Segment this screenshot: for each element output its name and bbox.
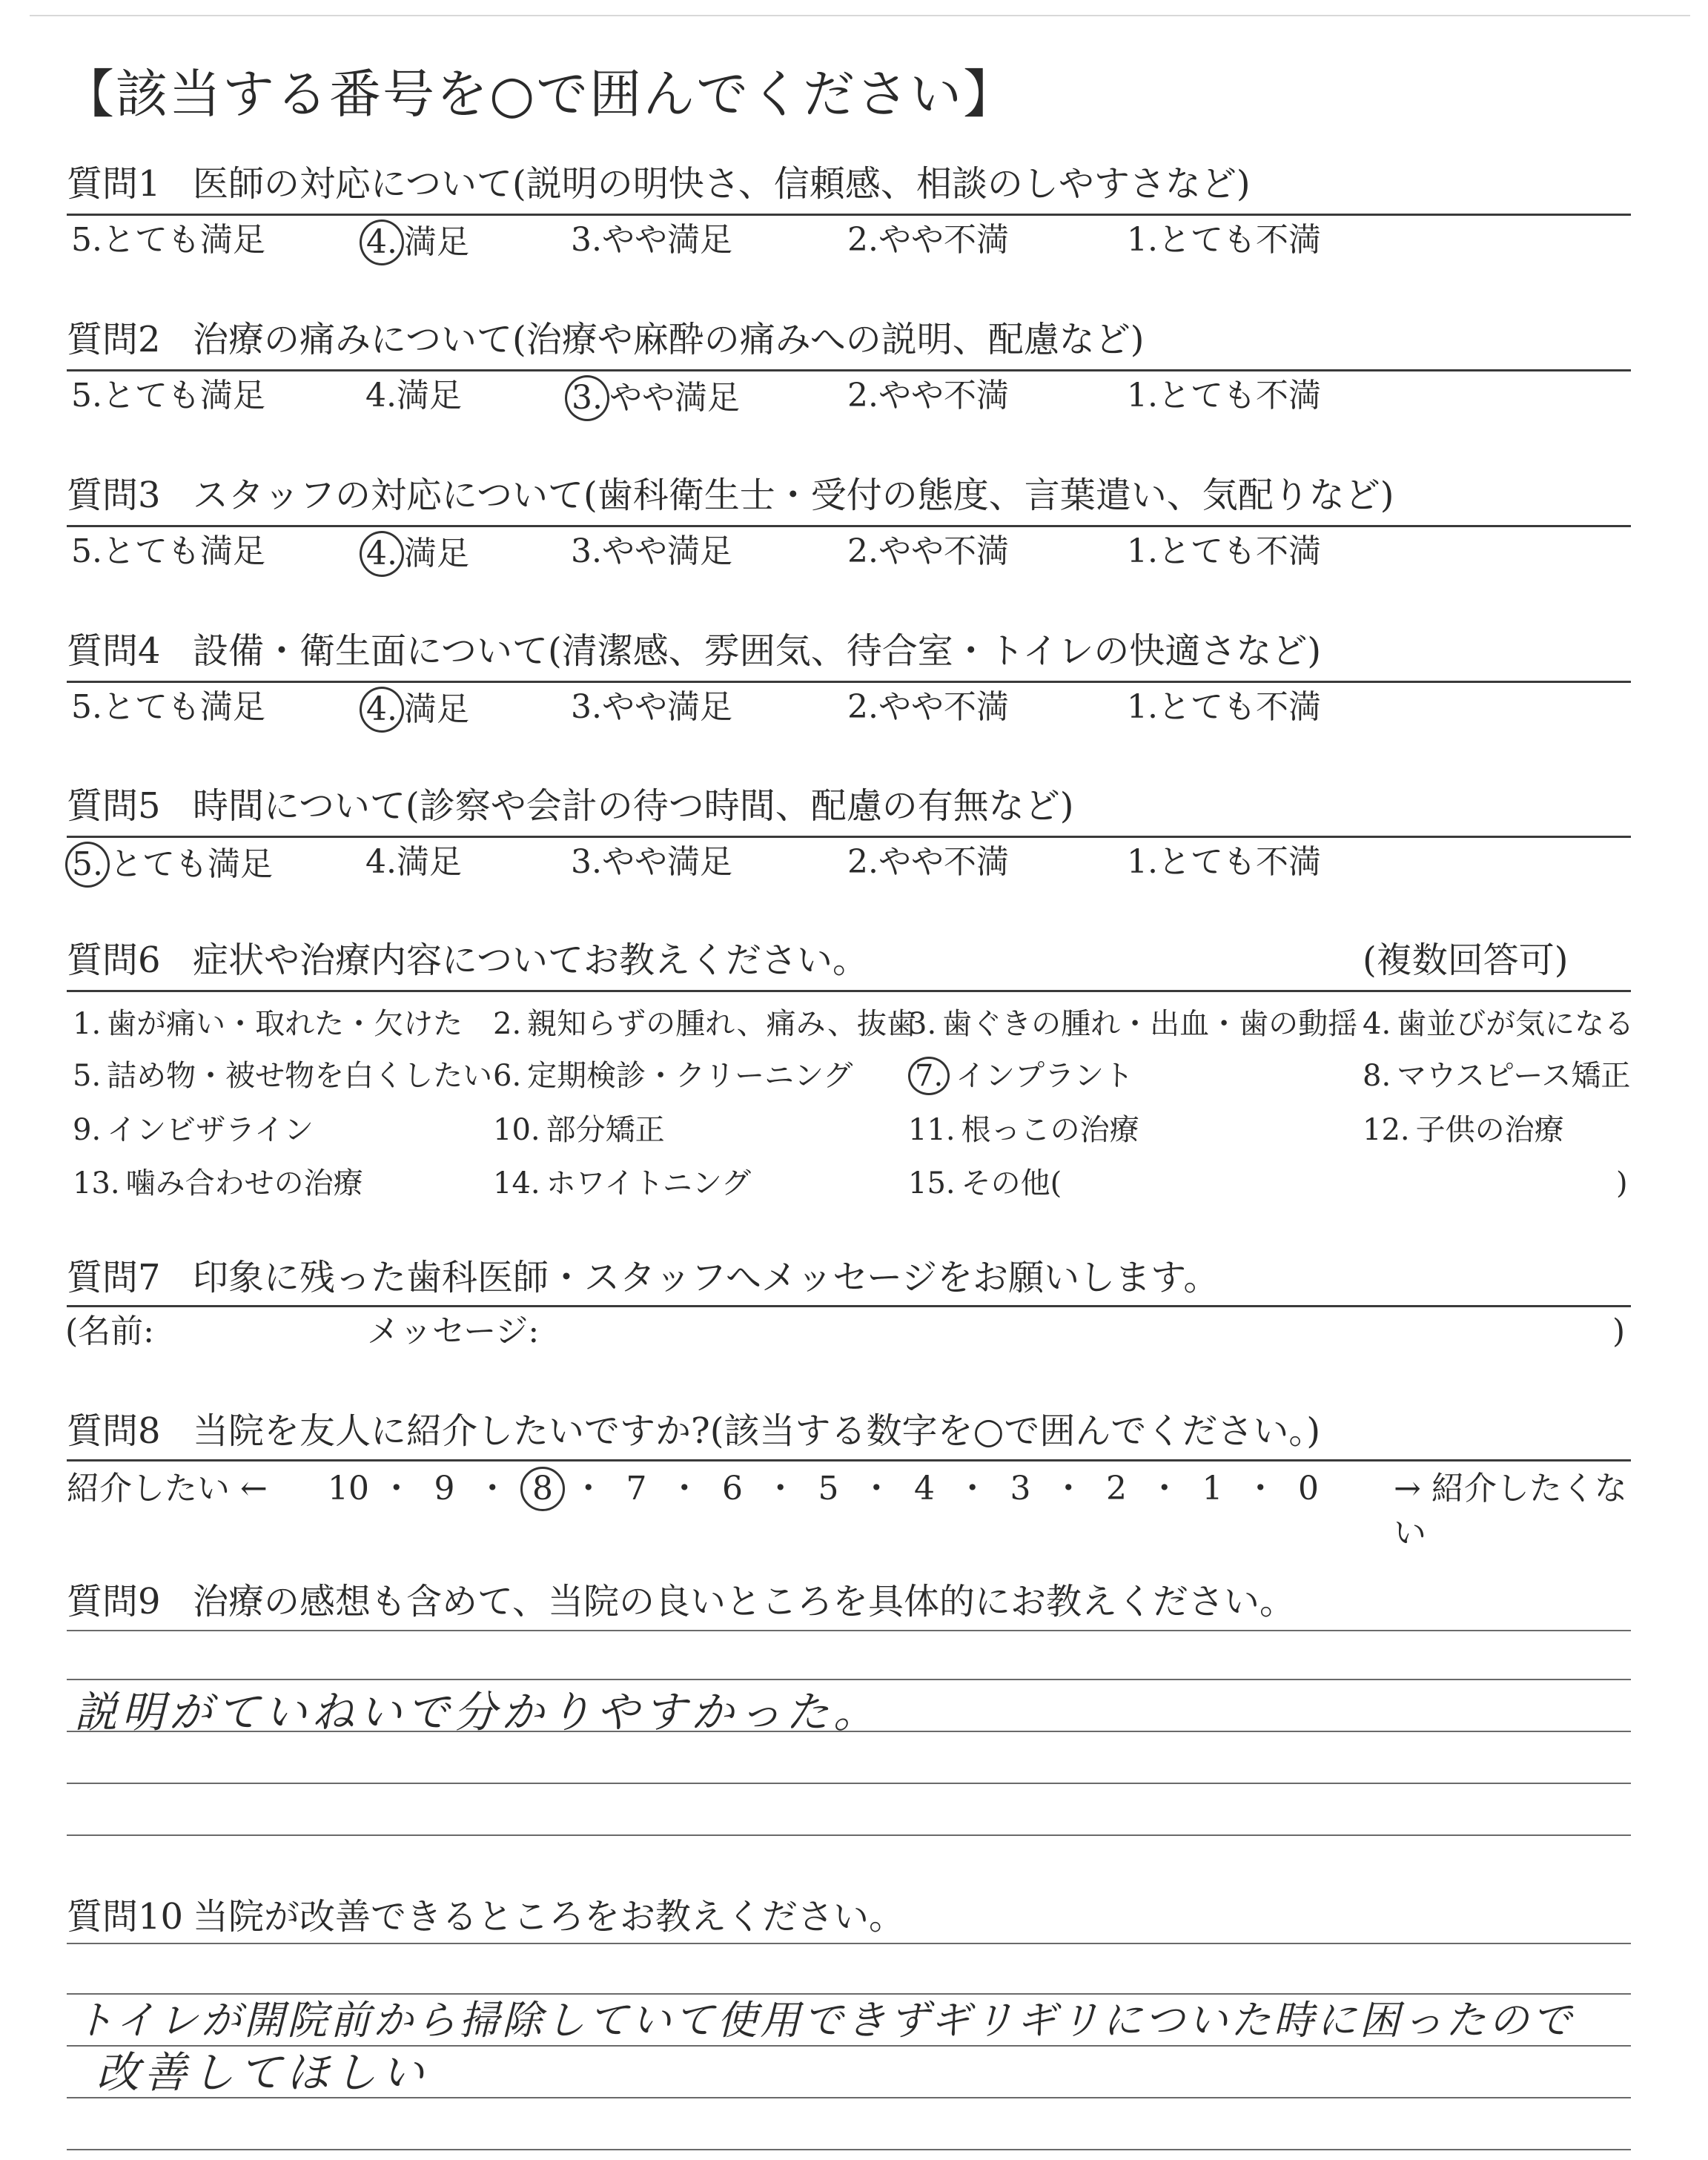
question-number: 質問4 bbox=[67, 630, 161, 672]
rating-option[interactable] bbox=[571, 375, 740, 421]
option-label: 部分矯正 bbox=[546, 1113, 665, 1147]
question-8-rule bbox=[67, 1459, 1631, 1462]
message-field-label[interactable]: メッセージ: bbox=[367, 1312, 540, 1350]
option-label: やや不満 bbox=[878, 843, 1009, 881]
rating-option[interactable] bbox=[365, 842, 462, 883]
option-label: とても満足 bbox=[102, 532, 265, 570]
question-1-rule bbox=[67, 214, 1631, 216]
answer-line bbox=[67, 1783, 1631, 1784]
scale-separator: ・ bbox=[572, 1470, 605, 1507]
option-label: 歯が痛い・取れた・欠けた bbox=[107, 1007, 463, 1041]
selected-option-circle: 4. bbox=[360, 531, 404, 577]
option-label: とても不満 bbox=[1157, 843, 1321, 881]
option-label: ) bbox=[1616, 1166, 1628, 1200]
option-label: 満足 bbox=[403, 535, 469, 572]
question-4-title bbox=[67, 629, 1321, 673]
question-text: 時間について(診察や会計の待つ時間、配慮の有無など) bbox=[193, 785, 1074, 827]
option-number: 1. bbox=[1127, 843, 1158, 881]
question-number: 質問2 bbox=[67, 319, 161, 360]
question-3-title bbox=[67, 473, 1394, 518]
question-text: 設備・衛生面について(清潔感、雰囲気、待合室・トイレの快適さなど) bbox=[193, 630, 1322, 672]
form-instructions-heading: 【該当する番号を○で囲んでください】 bbox=[62, 64, 1017, 125]
option-label: やや満足 bbox=[601, 221, 732, 259]
selected-scale-circle[interactable]: 8 bbox=[520, 1467, 565, 1511]
question-7-title bbox=[67, 1255, 1219, 1300]
option-label: 歯ぐきの腫れ・出血・歯の動揺 bbox=[942, 1007, 1358, 1041]
scale-number[interactable]: 10 bbox=[328, 1470, 369, 1507]
scale-number[interactable]: 6 bbox=[722, 1470, 743, 1507]
rating-option[interactable] bbox=[365, 687, 469, 733]
answer-line bbox=[67, 1834, 1631, 1836]
question-number: 質問8 bbox=[67, 1410, 161, 1452]
selected-option-circle: 7. bbox=[908, 1057, 950, 1095]
option-number: 2. bbox=[493, 1007, 522, 1041]
scale-right-label: → 紹介したくない bbox=[1394, 1470, 1627, 1552]
scale-number[interactable]: 9 bbox=[434, 1470, 455, 1507]
question-9-handwritten-answer[interactable]: 説明がていねいで分かりやすかった。 bbox=[74, 1687, 881, 1737]
option-number: 13. bbox=[73, 1166, 120, 1200]
question-number: 質問9 bbox=[67, 1581, 161, 1622]
option-number: 1. bbox=[73, 1007, 102, 1041]
option-number: 8. bbox=[1363, 1059, 1391, 1093]
symptom-option[interactable] bbox=[73, 1164, 363, 1203]
selected-option-circle: 3. bbox=[565, 375, 609, 421]
scale-number[interactable]: 1 bbox=[1202, 1470, 1223, 1507]
question-9-title bbox=[67, 1579, 1295, 1624]
option-label: インプラント bbox=[956, 1059, 1134, 1093]
option-label: 親知らずの腫れ、痛み、抜歯 bbox=[527, 1007, 916, 1041]
scale-number[interactable]: 2 bbox=[1106, 1470, 1127, 1507]
question-6-multiple-note: (複数回答可) bbox=[1363, 939, 1569, 981]
option-number: 4. bbox=[365, 377, 397, 415]
option-label: 満足 bbox=[396, 377, 462, 415]
scale-separator: ・ bbox=[860, 1470, 893, 1507]
option-label: その他( bbox=[961, 1166, 1062, 1200]
option-label: とても不満 bbox=[1157, 532, 1321, 570]
option-label: 定期検診・クリーニング bbox=[527, 1059, 853, 1093]
rating-option[interactable] bbox=[71, 375, 265, 417]
question-1-title bbox=[67, 162, 1251, 206]
symptom-option[interactable] bbox=[908, 1057, 1133, 1095]
question-number: 質問10 bbox=[67, 1896, 184, 1938]
option-label: 噛み合わせの治療 bbox=[125, 1166, 363, 1200]
question-8-title bbox=[67, 1409, 1320, 1453]
option-label: 満足 bbox=[403, 223, 469, 261]
option-label: やや満足 bbox=[601, 532, 732, 570]
question-10-title bbox=[67, 1895, 904, 1939]
answer-line bbox=[67, 2149, 1631, 2150]
scale-number[interactable]: 4 bbox=[914, 1470, 935, 1507]
option-label: やや満足 bbox=[601, 688, 732, 726]
option-number: 2. bbox=[847, 532, 878, 570]
scale-number[interactable]: 5 bbox=[818, 1470, 839, 1507]
symptom-option[interactable] bbox=[73, 1057, 492, 1095]
question-2-title bbox=[67, 317, 1145, 362]
scale-separator: ・ bbox=[380, 1470, 413, 1507]
question-7-rule bbox=[67, 1305, 1631, 1307]
option-number: 3. bbox=[571, 221, 602, 259]
question-text: 印象に残った歯科医師・スタッフへメッセージをお願いします。 bbox=[193, 1257, 1219, 1298]
option-number: 5. bbox=[71, 377, 102, 415]
option-label: 根っこの治療 bbox=[961, 1113, 1139, 1147]
question-number: 質問1 bbox=[67, 163, 161, 205]
question-4-rule bbox=[67, 681, 1631, 683]
other-closing-paren bbox=[1616, 1164, 1628, 1203]
option-label: インビザライン bbox=[107, 1113, 314, 1147]
rating-option[interactable] bbox=[571, 531, 732, 572]
question-text: 治療の感想も含めて、当院の良いところを具体的にお教えください。 bbox=[193, 1581, 1296, 1622]
option-number: 4. bbox=[1363, 1007, 1391, 1041]
option-label: とても不満 bbox=[1157, 221, 1321, 259]
option-number: 14. bbox=[493, 1166, 540, 1200]
question-number: 質問5 bbox=[67, 785, 161, 827]
question-text: 当院が改善できるところをお教えください。 bbox=[193, 1896, 905, 1938]
symptom-option[interactable] bbox=[908, 1164, 1062, 1203]
option-number: 2. bbox=[847, 688, 878, 726]
option-label: やや満足 bbox=[601, 843, 732, 881]
symptom-option[interactable] bbox=[1363, 1111, 1564, 1149]
question-5-title bbox=[67, 784, 1074, 828]
rating-option[interactable] bbox=[71, 842, 273, 888]
scale-number[interactable]: 7 bbox=[626, 1470, 647, 1507]
option-number: 6. bbox=[493, 1059, 522, 1093]
rating-option[interactable] bbox=[1127, 687, 1321, 728]
option-number: 3. bbox=[908, 1007, 937, 1041]
recommend-scale bbox=[67, 1467, 1631, 1552]
question-text: スタッフの対応について(歯科衛生士・受付の態度、言葉遣い、気配りなど) bbox=[193, 475, 1394, 516]
scale-separator: ・ bbox=[476, 1470, 509, 1507]
scale-separator: ・ bbox=[1148, 1470, 1181, 1507]
option-number: 2. bbox=[847, 377, 878, 415]
selected-option-circle: 4. bbox=[360, 687, 404, 733]
question-text: 当院を友人に紹介したいですか?(該当する数字を○で囲んでください。) bbox=[193, 1410, 1321, 1452]
option-number: 1. bbox=[1127, 221, 1158, 259]
option-number: 3. bbox=[571, 843, 602, 881]
question-10-handwritten-answer-line-1[interactable]: トイレが開院前から掃除していて使用できずギリギリについた時に困ったので bbox=[74, 1997, 1575, 2044]
option-label: 詰め物・被せ物を白くしたい bbox=[107, 1059, 493, 1093]
scale-separator: ・ bbox=[668, 1470, 701, 1507]
scale-separator: ・ bbox=[1244, 1470, 1277, 1507]
question-text: 治療の痛みについて(治療や麻酔の痛みへの説明、配慮など) bbox=[193, 319, 1145, 360]
scale-separator: ・ bbox=[956, 1470, 989, 1507]
question-3-rule bbox=[67, 525, 1631, 527]
scale-left-label: 紹介したい ← bbox=[67, 1470, 268, 1507]
option-label: 満足 bbox=[403, 690, 469, 728]
scale-separator: ・ bbox=[1052, 1470, 1085, 1507]
rating-option[interactable] bbox=[571, 842, 732, 883]
rating-option[interactable] bbox=[847, 375, 1009, 417]
answer-line bbox=[67, 1943, 1631, 1944]
option-number: 2. bbox=[847, 843, 878, 881]
option-number: 9. bbox=[73, 1113, 102, 1147]
option-label: やや満足 bbox=[609, 379, 740, 417]
option-number: 11. bbox=[908, 1113, 956, 1147]
question-text: 医師の対応について(説明の明快さ、信頼感、相談のしやすさなど) bbox=[193, 163, 1251, 205]
rating-option[interactable] bbox=[365, 531, 469, 577]
rating-option[interactable] bbox=[365, 219, 469, 265]
question-text: 症状や治療内容についてお教えください。 bbox=[193, 939, 869, 981]
rating-option[interactable] bbox=[71, 687, 265, 728]
option-label: やや不満 bbox=[878, 221, 1009, 259]
rating-option[interactable] bbox=[847, 842, 1009, 883]
option-label: 歯並びが気になる bbox=[1397, 1007, 1635, 1041]
option-number: 5. bbox=[71, 532, 102, 570]
symptom-option[interactable] bbox=[1363, 1005, 1634, 1043]
rating-option[interactable] bbox=[847, 687, 1009, 728]
rating-option[interactable] bbox=[847, 219, 1009, 261]
rating-option[interactable] bbox=[571, 219, 732, 261]
option-number: 3. bbox=[571, 532, 602, 570]
rating-option[interactable] bbox=[1127, 842, 1321, 883]
rating-option[interactable] bbox=[365, 375, 462, 417]
option-number: 1. bbox=[1127, 377, 1158, 415]
question-2-rule bbox=[67, 369, 1631, 371]
option-label: とても満足 bbox=[109, 845, 273, 883]
option-number: 2. bbox=[847, 221, 878, 259]
selected-option-circle: 5. bbox=[65, 842, 110, 888]
option-number: 15. bbox=[908, 1166, 956, 1200]
question-5-rule bbox=[67, 836, 1631, 838]
question-10-handwritten-answer-line-2[interactable]: 改善してほしい bbox=[96, 2047, 429, 2098]
symptom-option[interactable] bbox=[908, 1111, 1139, 1149]
option-number: 1. bbox=[1127, 688, 1158, 726]
symptom-option[interactable] bbox=[73, 1111, 314, 1149]
symptom-option[interactable] bbox=[493, 1164, 751, 1203]
symptom-option[interactable] bbox=[493, 1005, 916, 1043]
rating-option[interactable] bbox=[1127, 375, 1321, 417]
option-label: 子供の治療 bbox=[1415, 1113, 1564, 1147]
question-6-rule bbox=[67, 990, 1631, 992]
scale-number[interactable]: 0 bbox=[1298, 1470, 1319, 1507]
option-label: マウスピース矯正 bbox=[1397, 1059, 1631, 1093]
question-number: 質問6 bbox=[67, 939, 161, 981]
option-label: やや不満 bbox=[878, 377, 1009, 415]
rating-option[interactable] bbox=[71, 219, 265, 261]
closing-paren: ) bbox=[1612, 1312, 1626, 1350]
selected-option-circle: 4. bbox=[360, 219, 404, 265]
option-number: 4. bbox=[365, 843, 397, 881]
option-number: 5. bbox=[71, 221, 102, 259]
rating-option[interactable] bbox=[847, 531, 1009, 572]
symptom-option[interactable] bbox=[908, 1005, 1357, 1043]
option-number: 5. bbox=[73, 1059, 102, 1093]
rating-option[interactable] bbox=[1127, 531, 1321, 572]
question-number: 質問3 bbox=[67, 475, 161, 516]
symptom-option[interactable] bbox=[73, 1005, 463, 1043]
option-label: とても不満 bbox=[1157, 377, 1321, 415]
answer-line bbox=[67, 1630, 1631, 1631]
question-number: 質問7 bbox=[67, 1257, 161, 1298]
answer-line bbox=[67, 1679, 1631, 1680]
option-label: 満足 bbox=[396, 843, 462, 881]
option-number: 5. bbox=[71, 688, 102, 726]
symptom-option[interactable] bbox=[493, 1111, 665, 1149]
option-label: やや不満 bbox=[878, 532, 1009, 570]
name-field-label[interactable]: (名前: bbox=[65, 1312, 154, 1350]
rating-option[interactable] bbox=[1127, 219, 1321, 261]
option-number: 1. bbox=[1127, 532, 1158, 570]
option-label: とても不満 bbox=[1157, 688, 1321, 726]
question-6-title bbox=[67, 938, 868, 982]
option-label: とても満足 bbox=[102, 688, 265, 726]
option-label: とても満足 bbox=[102, 221, 265, 259]
page-top-border bbox=[30, 15, 1690, 16]
scale-number[interactable]: 3 bbox=[1010, 1470, 1031, 1507]
option-number: 12. bbox=[1363, 1113, 1410, 1147]
option-number: 3. bbox=[571, 688, 602, 726]
rating-option[interactable] bbox=[71, 531, 265, 572]
symptom-option[interactable] bbox=[493, 1057, 853, 1095]
symptom-option[interactable] bbox=[1363, 1057, 1630, 1095]
option-label: ホワイトニング bbox=[546, 1166, 752, 1200]
option-label: とても満足 bbox=[102, 377, 265, 415]
option-number: 10. bbox=[493, 1113, 540, 1147]
option-label: やや不満 bbox=[878, 688, 1009, 726]
scale-separator: ・ bbox=[764, 1470, 797, 1507]
rating-option[interactable] bbox=[571, 687, 732, 728]
